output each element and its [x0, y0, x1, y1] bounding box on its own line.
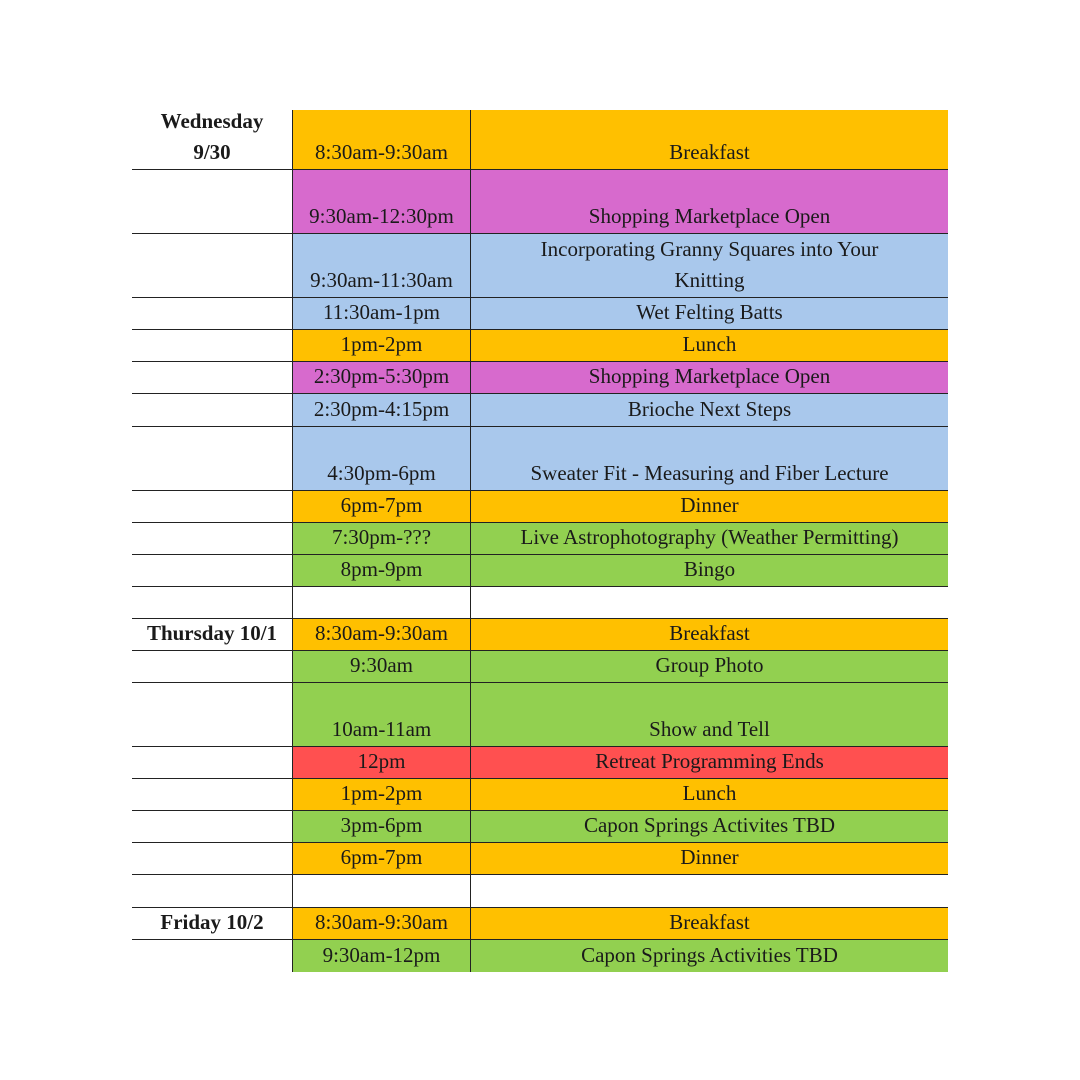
schedule-row	[132, 843, 948, 875]
day-label	[132, 427, 292, 490]
time-cell: 9:30am-12:30pm	[292, 170, 471, 233]
schedule-row	[132, 362, 948, 394]
time-cell: 6pm-7pm	[292, 491, 471, 522]
schedule-row	[132, 491, 948, 523]
event-cell: Incorporating Granny Squares into Your Knitting	[471, 234, 948, 297]
schedule-row	[132, 523, 948, 555]
time-cell: 8pm-9pm	[292, 555, 471, 586]
event-cell: Lunch	[471, 779, 948, 810]
time-cell: 8:30am-9:30am	[292, 619, 471, 650]
event-cell: Shopping Marketplace Open	[471, 170, 948, 233]
day-label	[132, 170, 292, 233]
event-cell: Show and Tell	[471, 683, 948, 746]
event-cell: Bingo	[471, 555, 948, 586]
day-label	[132, 875, 292, 907]
time-cell: 10am-11am	[292, 683, 471, 746]
time-cell: 6pm-7pm	[292, 843, 471, 874]
event-cell: Brioche Next Steps	[471, 394, 948, 426]
time-cell: 3pm-6pm	[292, 811, 471, 842]
day-label: Thursday 10/1	[132, 619, 292, 650]
schedule-row	[132, 811, 948, 843]
schedule-row	[132, 875, 948, 908]
day-label	[132, 362, 292, 393]
time-cell: 2:30pm-5:30pm	[292, 362, 471, 393]
time-cell: 1pm-2pm	[292, 330, 471, 361]
event-cell: Sweater Fit - Measuring and Fiber Lecture	[471, 427, 948, 490]
day-label	[132, 394, 292, 426]
schedule-row	[132, 619, 948, 651]
time-cell	[292, 587, 471, 618]
event-cell: Shopping Marketplace Open	[471, 362, 948, 393]
schedule-row	[132, 908, 948, 940]
time-cell: 9:30am-12pm	[292, 940, 471, 972]
day-label	[132, 811, 292, 842]
schedule-row	[132, 651, 948, 683]
schedule-row	[132, 747, 948, 779]
time-cell	[292, 875, 471, 907]
schedule-row	[132, 330, 948, 362]
schedule-row	[132, 234, 948, 298]
day-label	[132, 555, 292, 586]
time-cell: 2:30pm-4:15pm	[292, 394, 471, 426]
schedule-row	[132, 170, 948, 234]
event-cell: Group Photo	[471, 651, 948, 682]
event-cell: Capon Springs Activites TBD	[471, 811, 948, 842]
day-label	[132, 330, 292, 361]
time-cell: 1pm-2pm	[292, 779, 471, 810]
day-label	[132, 234, 292, 297]
schedule-row	[132, 940, 948, 972]
day-label	[132, 683, 292, 746]
event-cell	[471, 875, 948, 907]
event-cell: Dinner	[471, 491, 948, 522]
day-label	[132, 298, 292, 329]
schedule-row	[132, 555, 948, 587]
day-label	[132, 779, 292, 810]
time-cell: 8:30am-9:30am	[292, 908, 471, 939]
event-cell: Lunch	[471, 330, 948, 361]
schedule-table	[132, 110, 948, 972]
event-cell: Breakfast	[471, 110, 948, 169]
event-cell: Wet Felting Batts	[471, 298, 948, 329]
schedule-row	[132, 298, 948, 330]
schedule-row	[132, 779, 948, 811]
event-cell	[471, 587, 948, 618]
day-label	[132, 843, 292, 874]
day-label	[132, 523, 292, 554]
time-cell: 12pm	[292, 747, 471, 778]
event-cell: Breakfast	[471, 908, 948, 939]
time-cell: 9:30am	[292, 651, 471, 682]
schedule-row	[132, 394, 948, 427]
time-cell: 4:30pm-6pm	[292, 427, 471, 490]
time-cell: 11:30am-1pm	[292, 298, 471, 329]
schedule-row	[132, 683, 948, 747]
day-label: Wednesday 9/30	[132, 110, 292, 169]
time-cell: 7:30pm-???	[292, 523, 471, 554]
day-label	[132, 587, 292, 618]
time-cell: 8:30am-9:30am	[292, 110, 471, 169]
day-label	[132, 940, 292, 972]
day-label	[132, 491, 292, 522]
event-cell: Live Astrophotography (Weather Permitting)	[471, 523, 948, 554]
event-cell: Capon Springs Activities TBD	[471, 940, 948, 972]
schedule-row	[132, 587, 948, 619]
event-cell: Retreat Programming Ends	[471, 747, 948, 778]
day-label	[132, 651, 292, 682]
schedule-row	[132, 427, 948, 491]
time-cell: 9:30am-11:30am	[292, 234, 471, 297]
day-label: Friday 10/2	[132, 908, 292, 939]
day-label	[132, 747, 292, 778]
schedule-row	[132, 110, 948, 170]
event-cell: Dinner	[471, 843, 948, 874]
event-cell: Breakfast	[471, 619, 948, 650]
